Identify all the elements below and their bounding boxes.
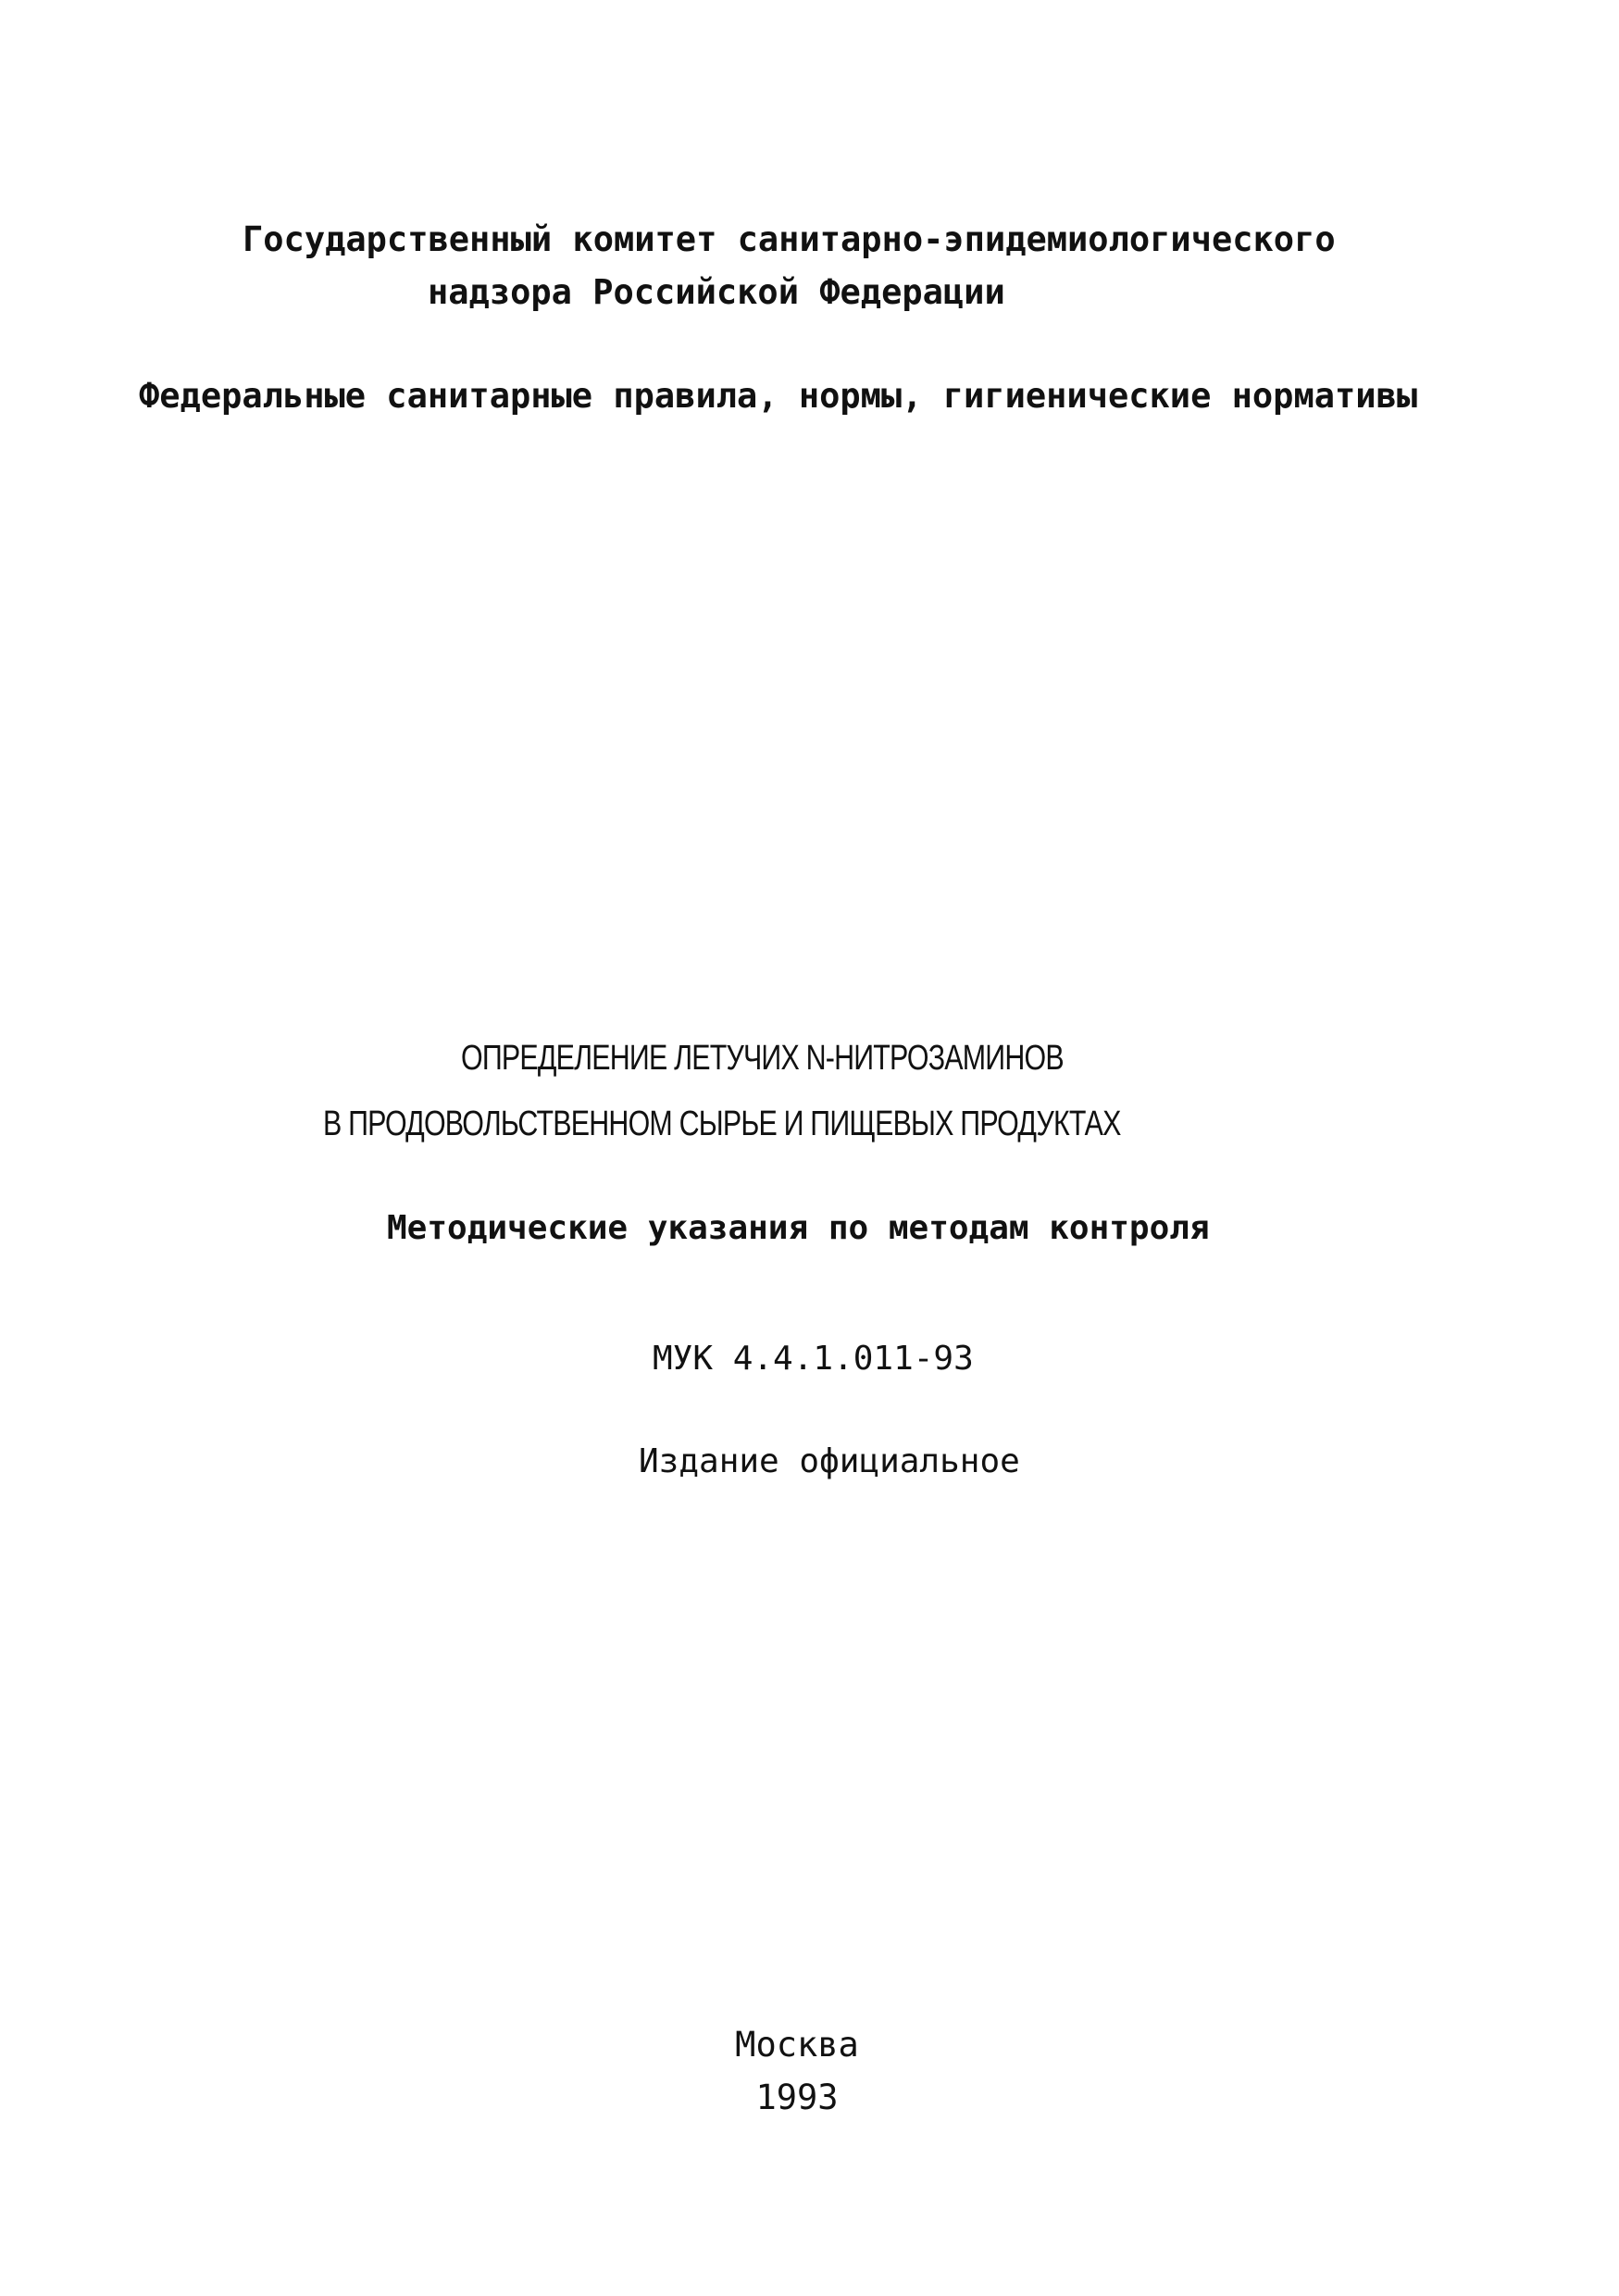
document-subtitle: Методические указания по методам контроля bbox=[387, 1209, 1210, 1247]
document-title-line-2: В ПРОДОВОЛЬСТВЕННОМ СЫРЬЕ И ПИЩЕВЫХ ПРОДУКТАХ bbox=[323, 1104, 1121, 1143]
agency-name-line-1: Государственный комитет санитарно-эпидемиологического bbox=[243, 219, 1336, 259]
publication-city: Москва bbox=[735, 2025, 859, 2065]
document-code: МУК 4.4.1.011-93 bbox=[653, 1340, 974, 1378]
document-title-line-1: ОПРЕДЕЛЕНИЕ ЛЕТУЧИХ N-НИТРОЗАМИНОВ bbox=[461, 1039, 1064, 1078]
agency-name-line-2: надзора Российской Федерации bbox=[428, 272, 1005, 312]
publication-year: 1993 bbox=[755, 2078, 839, 2117]
document-series: Федеральные санитарные правила, нормы, гигиенические нормативы bbox=[139, 376, 1418, 416]
edition-note: Издание официальное bbox=[639, 1442, 1020, 1480]
